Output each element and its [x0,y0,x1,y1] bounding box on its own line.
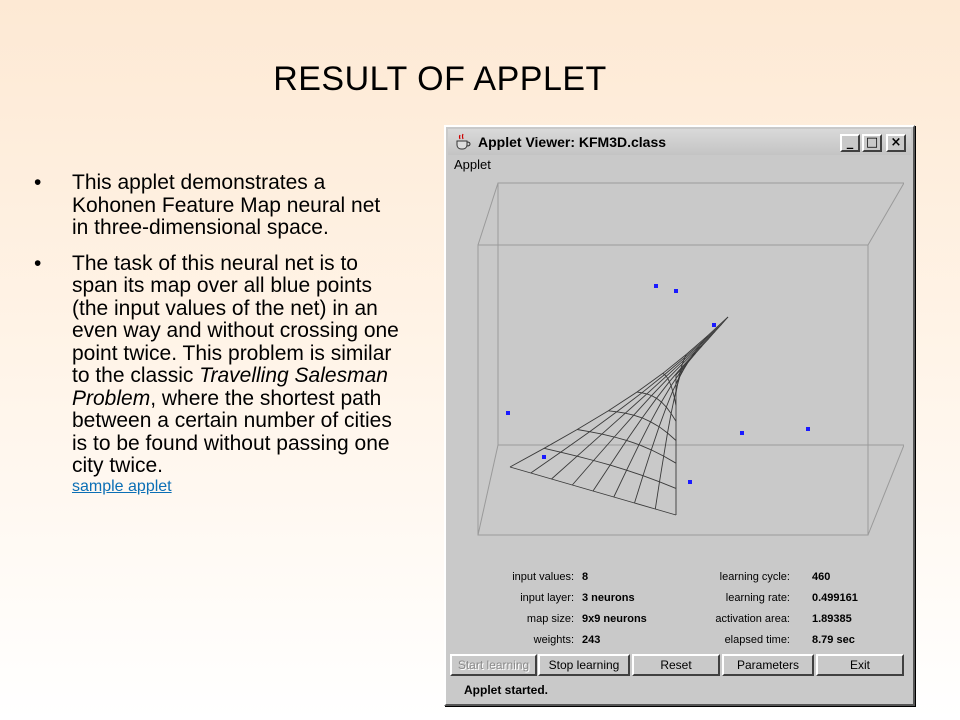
stat-value-activation-area: 1.89385 [812,613,852,625]
close-button[interactable]: × [886,134,906,152]
sample-applet-link[interactable]: sample applet [72,477,172,495]
reset-button[interactable]: Reset [632,654,720,676]
input-point [542,455,546,459]
bullet-text: This applet demonstrates a Kohonen Feature Map neural net in three-dimensional space. [72,171,381,239]
stat-label-activation-area: activation area: [715,613,790,625]
stat-label-learning-rate: learning rate: [725,592,790,604]
bullet-item [30,172,402,240]
window-titlebar[interactable] [448,129,911,155]
slide-title: RESULT OF APPLET [273,60,607,98]
window-title: Applet Viewer: KFM3D.class [478,134,667,150]
bullet-item [30,253,402,496]
bullet-list [30,172,402,509]
bullet-glyph: • [34,251,42,275]
input-point [740,431,744,435]
mesh-line [614,353,696,497]
mesh-line [676,317,728,375]
stat-value-learning-cycle: 460 [812,571,831,583]
input-point [654,284,658,288]
bullet-glyph: • [34,171,42,194]
minimize-button[interactable]: _ [840,134,860,152]
menu-applet[interactable]: Applet [454,157,491,172]
mesh-line [593,346,702,491]
stat-value-input-layer: 3 neurons [582,592,635,604]
stat-label-map-size: map size: [526,613,574,625]
stat-value-learning-rate: 0.499161 [812,592,858,604]
exit-button[interactable]: Exit [816,654,904,676]
stat-label-learning-cycle: learning cycle: [719,571,790,583]
bullet-text: The task of this neural net is to span its map over all blue points (the input values of the net) in an even way and without crossing one point twice. This problem is similar to the classic [72,251,399,387]
stat-label-input-values: input values: [512,571,574,583]
bullet-emphasis: Travelling Salesman Problem [72,364,388,410]
parameters-button[interactable]: Parameters [722,654,814,676]
status-bar-text: Applet started. [464,683,549,697]
input-point [674,289,678,293]
stat-label-weights: weights: [533,634,574,646]
stat-label-input-layer: input layer: [520,592,574,604]
maximize-button[interactable]: □ [862,134,882,152]
kohonen-map-canvas [458,175,904,565]
input-point [806,427,810,431]
stat-label-elapsed-time: elapsed time: [724,634,790,646]
stat-value-weights: 243 [582,634,601,646]
java-cup-icon [454,133,472,151]
input-point [712,323,716,327]
bullet-text-after: , where the shortest path between a certain number of cities is to be found without passing one city twice. [72,386,392,477]
mesh-line [577,430,676,464]
stop-learning-button[interactable]: Stop learning [538,654,630,676]
kohonen-mesh [510,317,728,515]
input-point [506,411,510,415]
input-point [688,480,692,484]
applet-window [444,125,915,706]
start-learning-button[interactable]: Start learning [450,654,537,676]
mesh-line [635,361,690,504]
stat-value-elapsed-time: 8.79 sec [812,634,855,646]
stat-value-map-size: 9x9 neurons [582,613,647,625]
stat-value-input-values: 8 [582,571,589,583]
mesh-line [608,411,676,441]
